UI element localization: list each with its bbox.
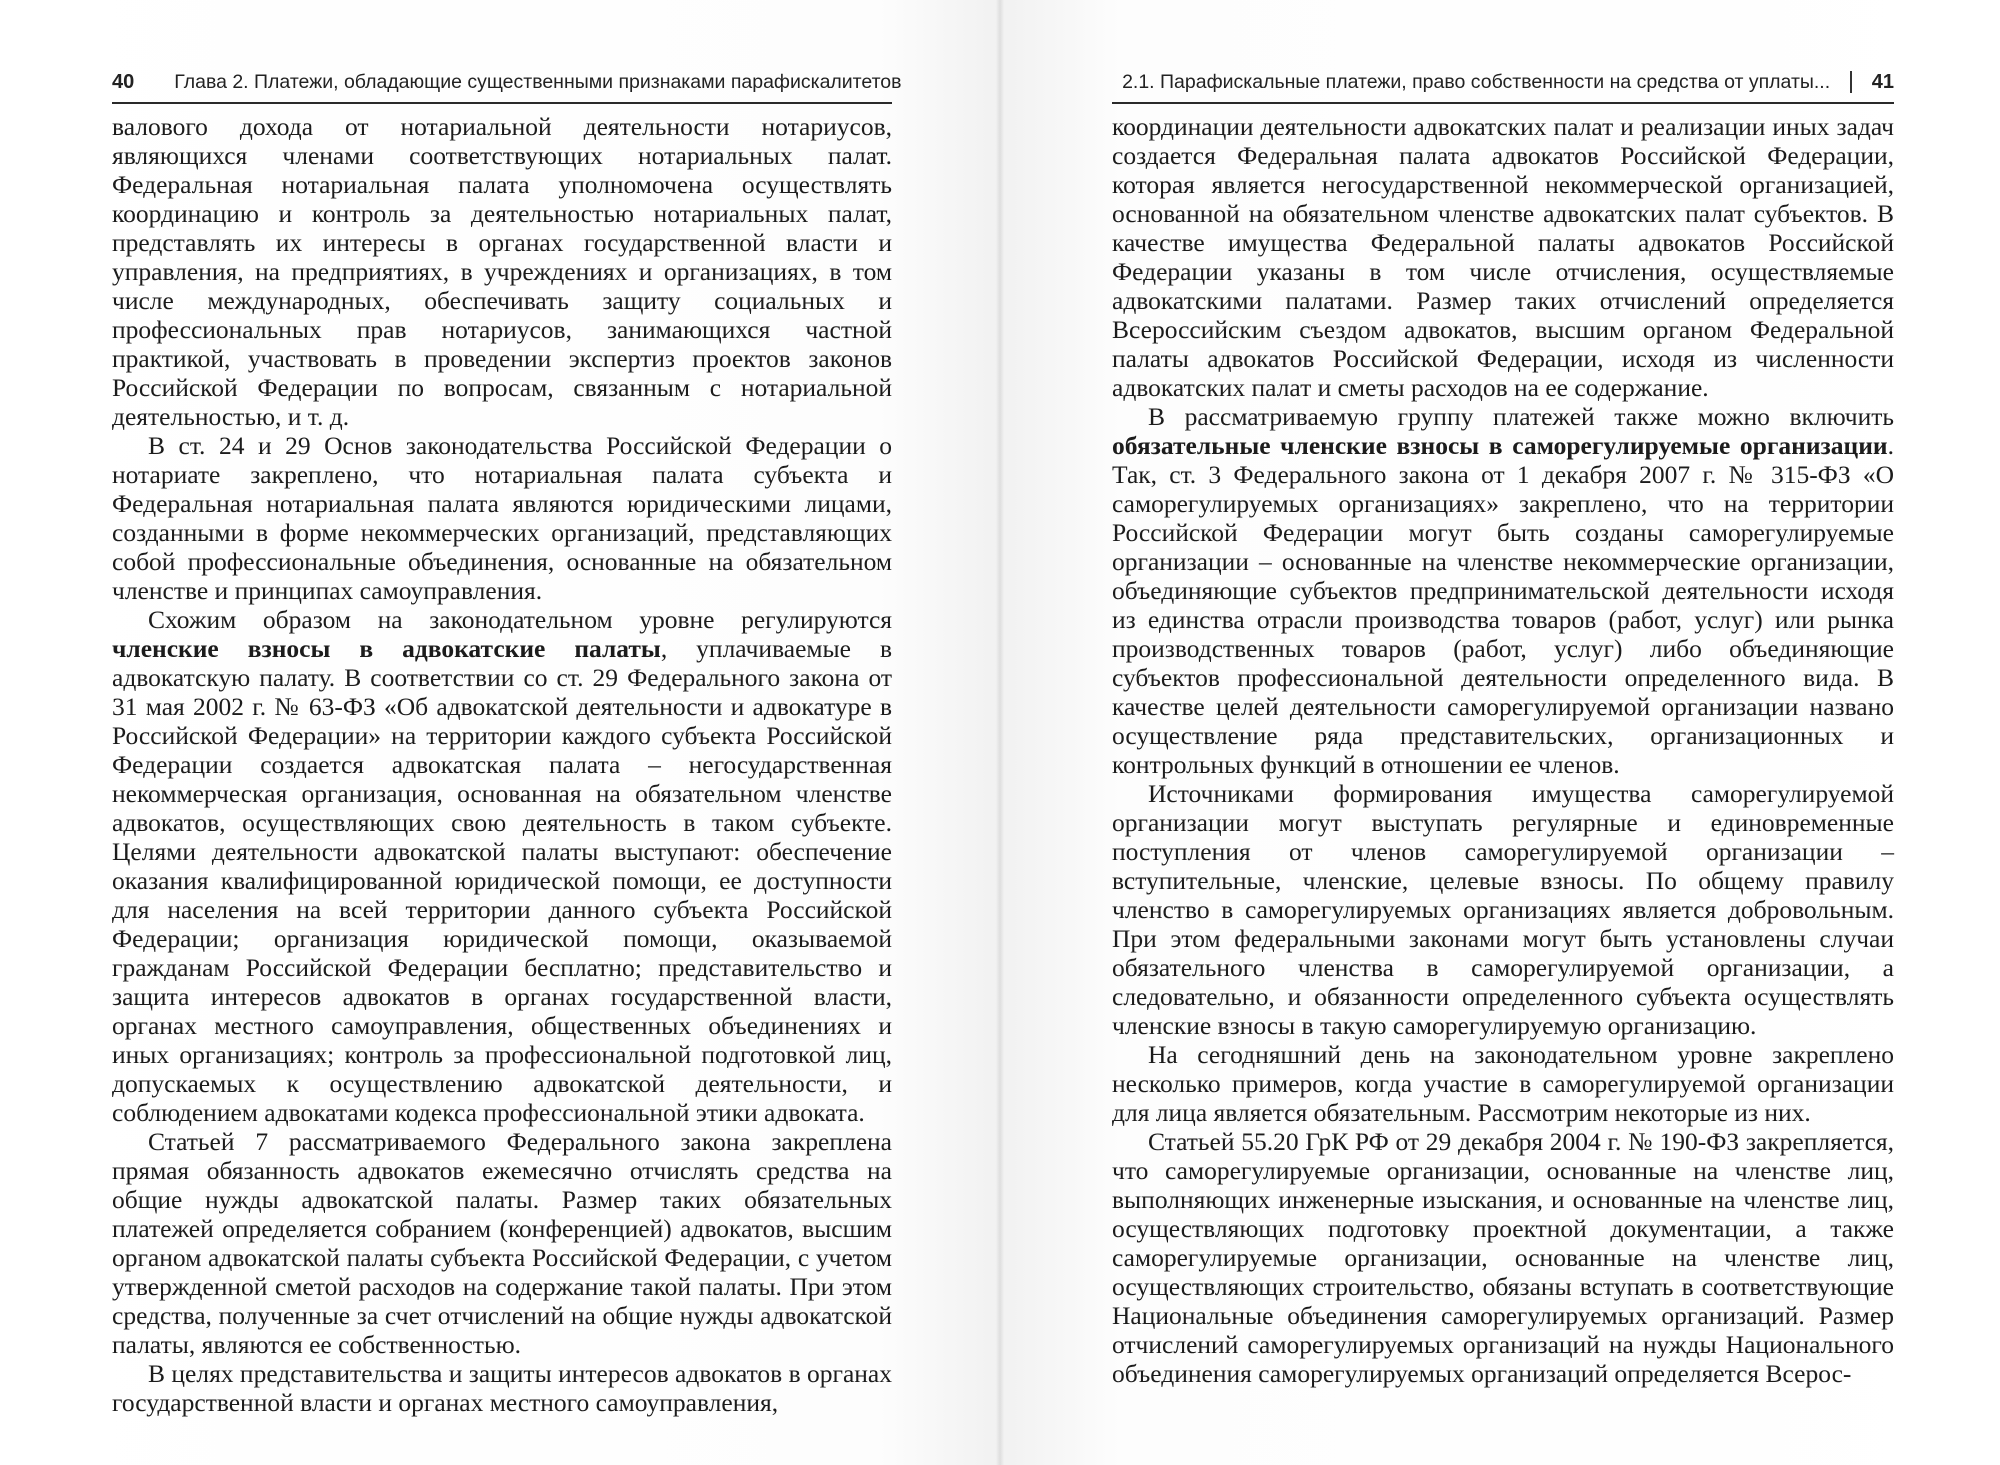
paragraph [1112, 1127, 1894, 1388]
text-run: , уплачиваемые в адвокатскую палату. В соответствии со ст. 29 Федерального закона от 31 мая 2002 г. № 63-ФЗ «Об адвокатской деятельности и адвокатуре в Российской Федерации» на территории каждого субъекта Российской Федерации создается адвокатская палата – негосударственная некоммерческая организация, основанная на обязательном членстве адвокатов, осуществляющих свою деятельность в таком субъекте. Целями деятельности адвокатской палаты выступают: обеспечение оказания квалифицированной юридической помощи, ее доступности для населения на всей территории данного субъекта Российской Федерации; организация юридической помощи, оказываемой гражданам Российской Федерации бесплатно; представительство и защита интересов адвокатов в органах государственной власти, органах местного самоуправления, общественных объединениях и иных организациях; контроль за профессиональной подготовкой лиц, допускаемых к осуществлению адвокатской деятельности, и соблюдением адвокатами кодекса профессиональной этики адвоката. [112, 634, 893, 1127]
bold-term: членские взносы в адвокатские палаты [112, 634, 661, 663]
text-run: валового дохода от нотариальной деятельности нотариусов, являющихся членами соответствующих нотариальных палат. Федеральная нотариальная палата уполномочена осуществлять координацию и контроль за деятельностью нотариальных палат, представлять их интересы в органах государственной власти и управления, на предприятиях, в учреждениях и организациях, в том числе международных, обеспечивать защиту социальных и профессиональных прав нотариусов, занимающихся частной практикой, участвовать в проведении экспертиз проектов законов Российской Федерации по вопросам, связанным с нотариальной деятельностью, и т. д. [112, 112, 892, 431]
paragraph [112, 431, 892, 605]
text-run: В ст. 24 и 29 Основ законодательства Российской Федерации о нотариате закреплено, что нотариальная палата субъекта и Федеральная нотариальная палата являются юридическими лицами, созданными в форме некоммерческих организаций, представляющих собой профессиональные объединения, основанные на обязательном членстве и принципах самоуправления. [112, 431, 892, 605]
paragraph [1112, 402, 1894, 779]
paragraph [112, 1359, 892, 1417]
text-run: В целях представительства и защиты интересов адвокатов в органах государственной власти и органах местного самоуправления, [112, 1359, 892, 1417]
right-running-head: 2.1. Парафискальные платежи, право собственности на средства от уплаты... [1122, 70, 1831, 93]
right-header-rule [1112, 102, 1894, 104]
text-run: Статьей 7 рассматриваемого Федерального закона закреплена прямая обязанность адвокатов ежемесячно отчислять средства на общие нужды адвокатской палаты. Размер таких обязательных платежей определяется собранием (конференцией) адвокатов, высшим органом адвокатской палаты субъекта Российской Федерации, с учетом утвержденной сметой расходов на содержание такой палаты. При этом средства, полученные за счет отчислений на общие нужды адвокатской палаты, являются ее собственностью. [112, 1127, 892, 1359]
paragraph [112, 112, 892, 431]
text-run: Схожим образом на законодательном уровне регулируются [148, 605, 892, 634]
paragraph [112, 1127, 892, 1359]
book-gutter [996, 0, 1004, 1465]
left-page-number: 40 [112, 70, 135, 93]
right-running-header [1112, 66, 1894, 98]
left-running-head: Глава 2. Платежи, обладающие существенными признаками парафискалитетов [174, 70, 902, 93]
text-run: . Так, ст. 3 Федерального закона от 1 декабря 2007 г. № 315-ФЗ «О саморегулируемых организациях» закреплено, что на территории Российской Федерации могут быть созданы саморегулируемые организации – основанные на членстве некоммерческие организации, объединяющие субъектов предпринимательской деятельности исходя из единства отрасли производства товаров (работ, услуг) или рынка производственных товаров (работ, услуг) либо объединяющие субъектов профессиональной деятельности определенного вида. В качестве целей деятельности саморегулируемой организации названо осуществление ряда представительских, организационных и контрольных функций в отношении ее членов. [1112, 431, 1894, 779]
text-run: Статьей 55.20 ГрК РФ от 29 декабря 2004 г. № 190-ФЗ закрепляется, что саморегулируемые организации, основанные на членстве лиц, выполняющих инженерные изыскания, и основанные на членстве лиц, осуществляющих подготовку проектной документации, а также саморегулируемые организации, основанные на членстве лиц, осуществляющих строительство, обязаны вступать в соответствующие Национальные объединения саморегулируемых организаций. Размер отчислений саморегулируемых организаций на нужды Национального объединения саморегулируемых организаций определяется Всерос- [1112, 1127, 1894, 1388]
text-run: В рассматриваемую группу платежей также можно включить [1148, 402, 1894, 431]
paragraph [1112, 112, 1894, 402]
left-running-header [112, 66, 902, 98]
text-run: Источниками формирования имущества саморегулируемой организации могут выступать регулярные и единовременные поступления от членов саморегулируемой организации – вступительные, членские, целевые взносы. По общему правилу членство в саморегулируемых организациях является добровольным. При этом федеральными законами могут быть установлены случаи обязательного членства в саморегулируемой организации, а следовательно, и обязанности определенного субъекта осуществлять членские взносы в такую саморегулируемую организацию. [1112, 779, 1894, 1040]
left-page-text [112, 112, 892, 1417]
text-run: На сегодняшний день на законодательном уровне закреплено несколько примеров, когда участие в саморегулируемой организации для лица является обязательным. Рассмотрим некоторые из них. [1112, 1040, 1894, 1127]
right-page-number: 41 [1871, 70, 1894, 93]
paragraph [112, 605, 892, 1127]
paragraph [1112, 779, 1894, 1040]
paragraph [1112, 1040, 1894, 1127]
left-header-rule [112, 102, 892, 104]
right-page-text [1112, 112, 1894, 1388]
header-separator [1850, 71, 1852, 93]
text-run: координации деятельности адвокатских палат и реализации иных задач создается Федеральная палата адвокатов Российской Федерации, которая является негосударственной некоммерческой организацией, основанной на обязательном членстве адвокатских палат субъектов. В качестве имущества Федеральной палаты адвокатов Российской Федерации указаны в том числе отчисления, осуществляемые адвокатскими палатами. Размер таких отчислений определяется Всероссийским съездом адвокатов, высшим органом Федеральной палаты адвокатов Российской Федерации, исходя из численности адвокатских палат и сметы расходов на ее содержание. [1112, 112, 1894, 402]
right-page [1000, 0, 2000, 1465]
bold-term: обязательные членские взносы в саморегулируемые организации [1112, 431, 1888, 460]
